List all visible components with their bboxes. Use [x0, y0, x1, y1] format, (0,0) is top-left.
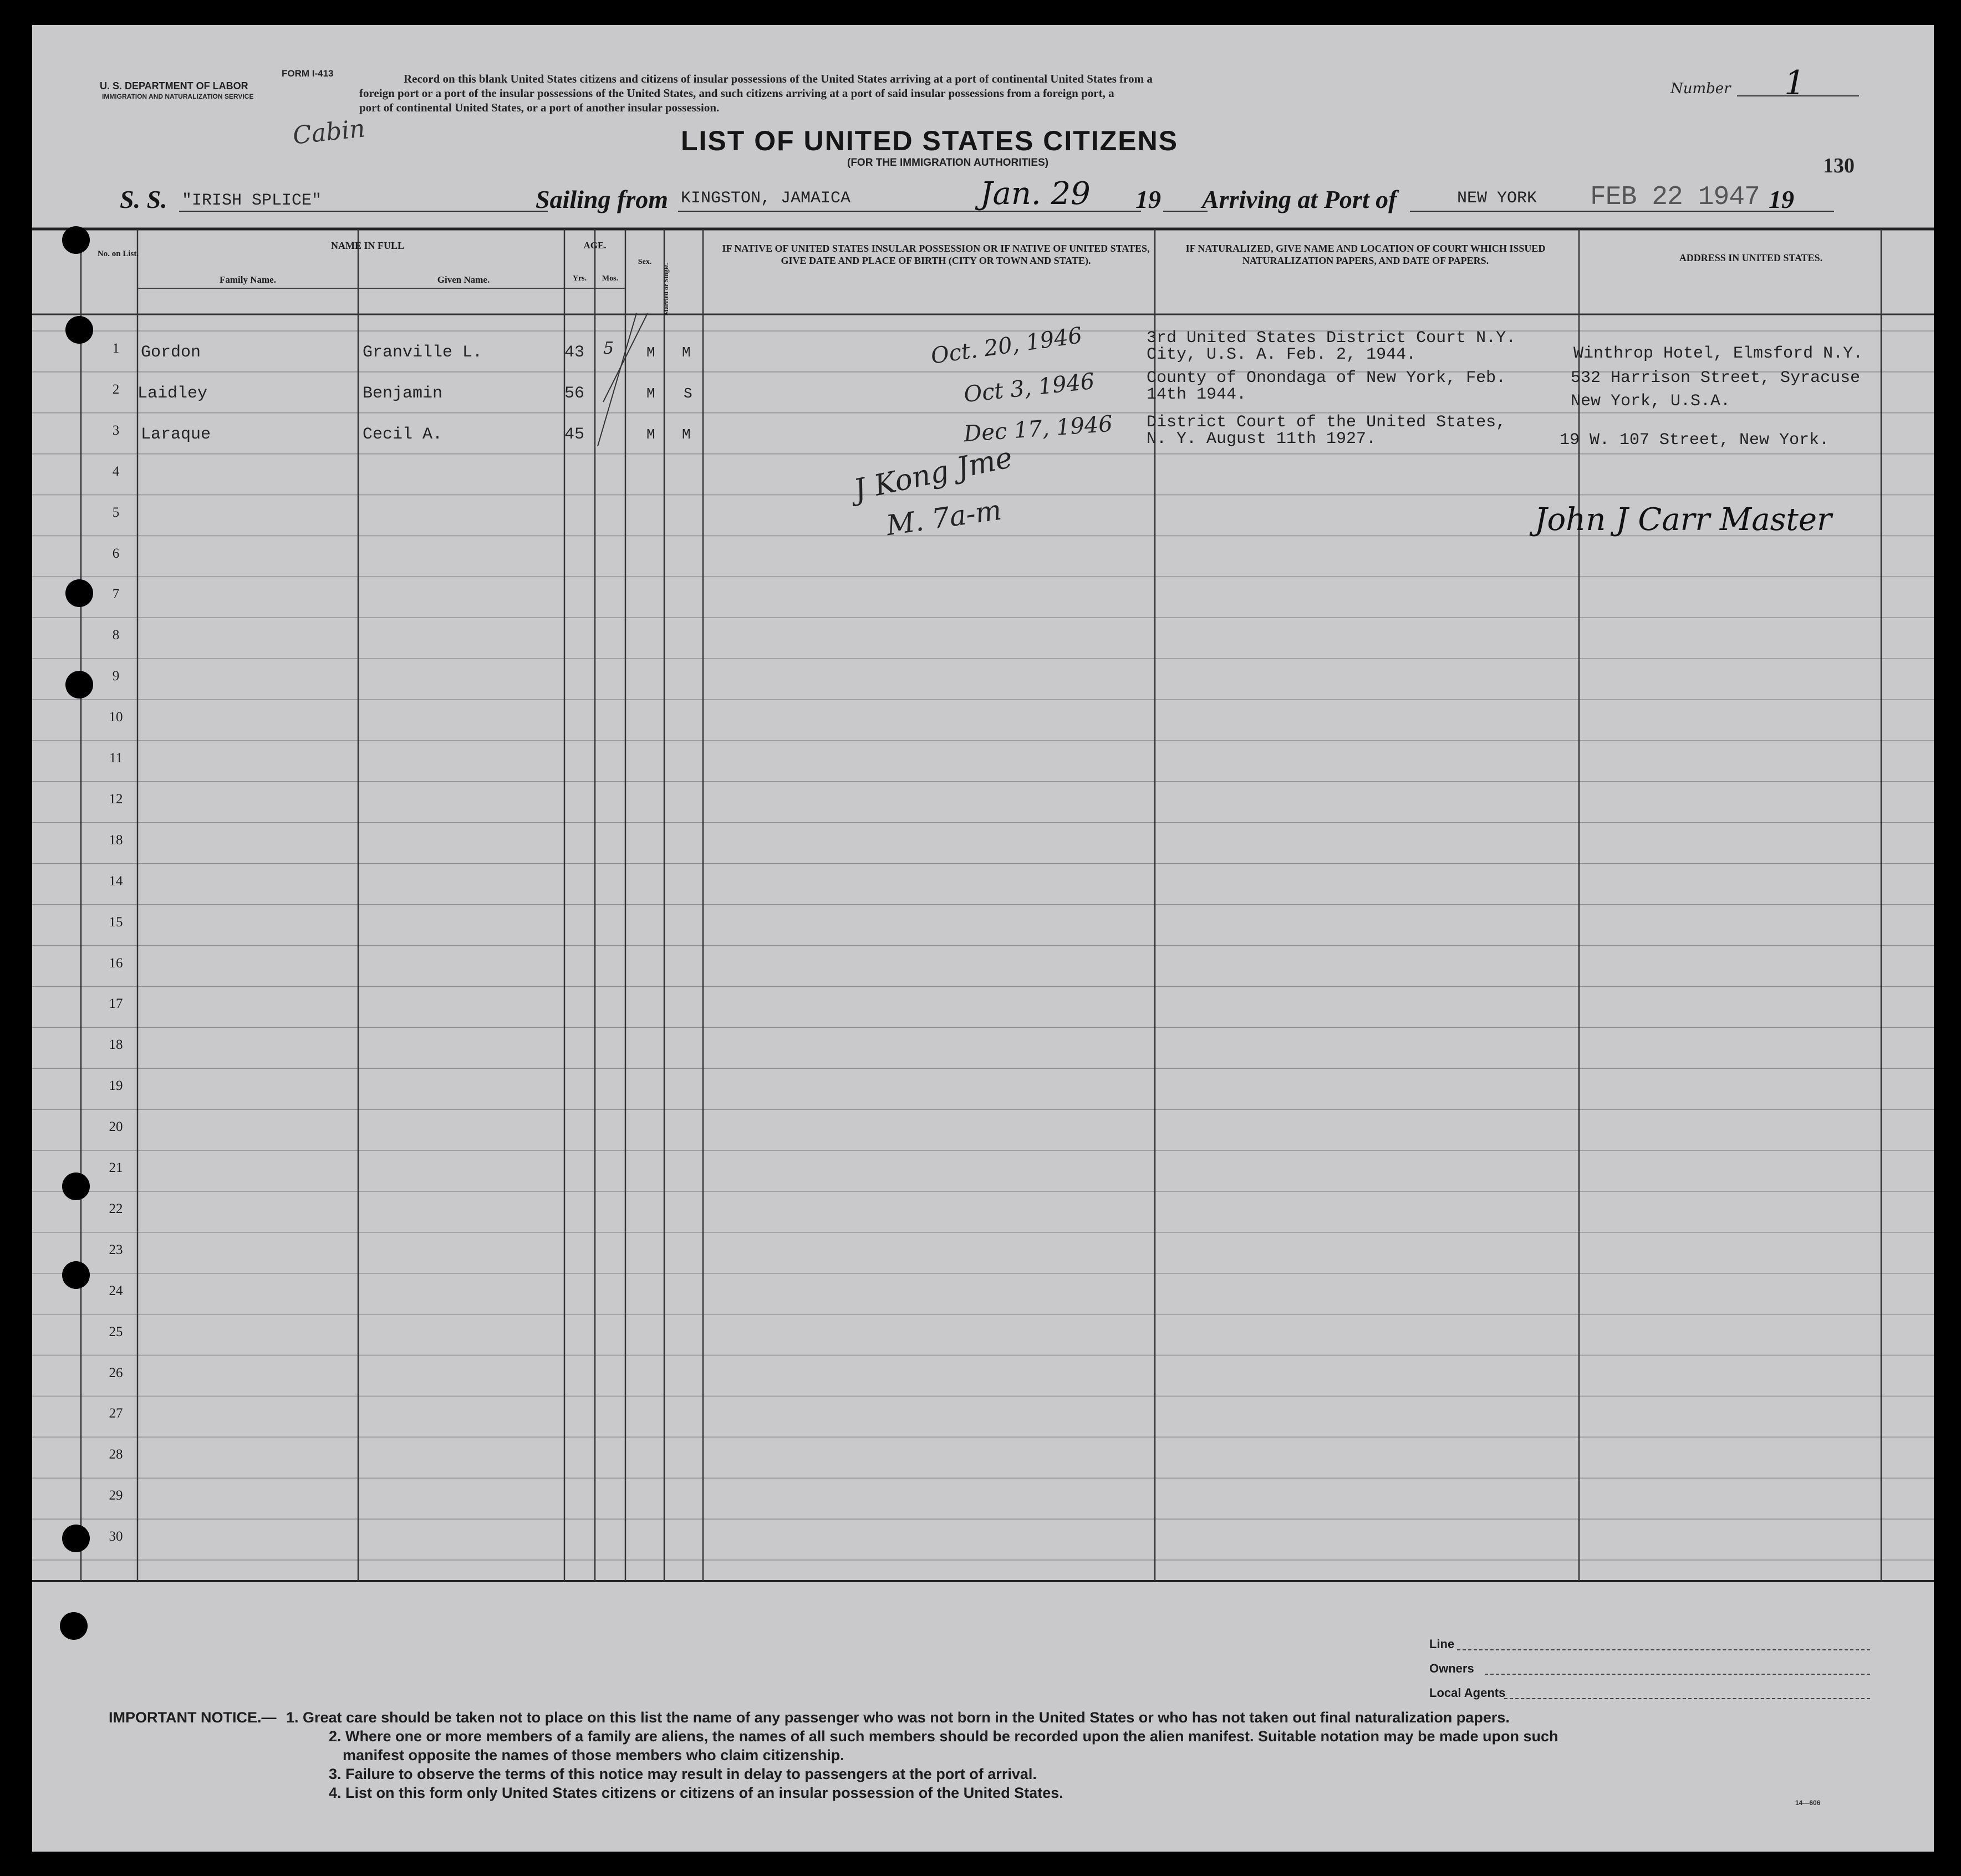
row-number: 12: [109, 791, 123, 807]
row-number: 28: [109, 1447, 123, 1462]
instructions-line-3: port of continental United States, or a port of another insular possession.: [359, 101, 720, 114]
local-agents-label: Local Agents: [1429, 1686, 1506, 1700]
row-number: 18: [109, 832, 123, 848]
notice-item-1: 1. Great care should be taken not to place on this list the name of any passenger who was not born in the United States or who has not taken out final naturalization papers.: [286, 1709, 1510, 1726]
master-signature: John J Carr Master: [1535, 502, 1832, 538]
instructions-line-1: Record on this blank United States citizens and citizens of insular possessions of the United States arriving at a port of continental United States from a: [404, 72, 1153, 85]
page-number: 130: [1823, 154, 1855, 177]
notice-heading: IMPORTANT NOTICE.—: [109, 1709, 277, 1726]
inspector-initials: J Kong Jme: [850, 441, 1016, 507]
sailing-date: Jan. 29: [980, 176, 1091, 212]
arrival-year-prefix: 19: [1769, 185, 1794, 213]
row-number: 16: [109, 955, 123, 971]
arriving-port: NEW YORK: [1457, 189, 1537, 208]
row-number: 15: [109, 914, 123, 930]
print-code: 14—606: [1795, 1799, 1821, 1807]
passenger-3-yrs: 45: [564, 425, 585, 444]
passenger-1-mos: 5: [603, 339, 614, 358]
passenger-1-marital: M: [682, 344, 691, 361]
row-number: 22: [109, 1201, 123, 1216]
instructions-line-2: foreign port or a port of the insular possessions of the United States, and such citizens arriving at a port of said insular possessions from a foreign port, a: [359, 86, 1114, 100]
row-number: 29: [109, 1488, 123, 1503]
row-number: 25: [109, 1324, 123, 1339]
manifest-table-grid: [32, 25, 1934, 1852]
department-label: U. S. DEPARTMENT OF LABOR: [100, 80, 248, 91]
passenger-1-court-line-1: 3rd United States District Court N.Y.: [1147, 329, 1516, 348]
passenger-1-yrs: 43: [564, 343, 585, 362]
binder-hole: [62, 1172, 90, 1200]
row-number: 8: [112, 628, 120, 643]
binder-hole: [65, 579, 93, 607]
passenger-2-address-line-1: 532 Harrison Street, Syracuse: [1571, 369, 1861, 388]
page-subtitle: (FOR THE IMMIGRATION AUTHORITIES): [847, 157, 1049, 169]
row-number: 6: [112, 546, 120, 561]
header-given-name: Given Name.: [437, 274, 490, 285]
header-name-in-full: NAME IN FULL: [330, 240, 404, 251]
header-no-on-list: No. on List.: [97, 249, 139, 258]
manifest-sheet: [32, 25, 1934, 1852]
sailing-from: KINGSTON, JAMAICA: [681, 189, 851, 208]
sailing-label: Sailing from: [536, 185, 669, 213]
passenger-3-birth-note: Dec 17, 1946: [962, 411, 1114, 447]
passenger-3-marital: M: [682, 426, 691, 443]
row-number: 24: [109, 1283, 123, 1298]
row-number: 5: [112, 504, 120, 520]
passenger-2-given: Benjamin: [363, 384, 443, 403]
binder-hole: [62, 1525, 90, 1552]
binder-hole: [62, 226, 90, 254]
passenger-3-family: Laraque: [141, 425, 211, 444]
row-number: 20: [109, 1119, 123, 1135]
passenger-3-address: 19 W. 107 Street, New York.: [1560, 431, 1830, 450]
header-family-name: Family Name.: [220, 274, 276, 285]
passenger-1-sex: M: [646, 344, 655, 361]
page-title: LIST OF UNITED STATES CITIZENS: [681, 125, 1179, 156]
sailing-year-prefix: 19: [1135, 185, 1161, 213]
row-number: 23: [109, 1242, 123, 1257]
passenger-2-address-line-2: New York, U.S.A.: [1571, 392, 1731, 411]
number-value: 1: [1784, 64, 1806, 103]
binder-hole: [60, 1612, 88, 1640]
notice-item-4: 4. List on this form only United States citizens or citizens of an insular possession of the United States.: [329, 1785, 1063, 1801]
notice-item-2: 2. Where one or more members of a family are aliens, the names of all such members should be recorded upon the alien manifest. Suitable notation may be made upon such: [329, 1728, 1558, 1745]
service-label: IMMIGRATION AND NATURALIZATION SERVICE: [102, 93, 254, 100]
row-number: 9: [112, 669, 120, 684]
header-age-mos: Mos.: [602, 274, 619, 283]
passenger-2-yrs: 56: [564, 384, 585, 403]
row-number: 4: [112, 463, 120, 479]
binder-hole: [65, 316, 93, 344]
passenger-2-sex: M: [646, 385, 655, 402]
passenger-2-court-line-2: 14th 1944.: [1147, 385, 1247, 404]
header-sex: Sex.: [638, 258, 652, 266]
row-number: 30: [109, 1529, 123, 1544]
row-number: 17: [109, 996, 123, 1012]
passenger-2-birth-note: Oct 3, 1946: [962, 368, 1096, 408]
passenger-2-marital: S: [684, 385, 692, 402]
header-birth-info: IF NATIVE OF UNITED STATES INSULAR POSSESSION OR IF NATIVE OF UNITED STATES, GIVE DATE AND PLACE OF BIRTH (CITY OR TOWN AND STATE).: [722, 243, 1150, 266]
arriving-label: Arriving at Port of: [1202, 185, 1397, 213]
header-married-single: Married or Single.: [662, 263, 670, 316]
header-age: AGE.: [583, 240, 607, 251]
row-number: 7: [112, 587, 120, 602]
binder-hole: [62, 1261, 90, 1289]
agents-underline: [1504, 1698, 1870, 1699]
arrival-date-stamp: FEB 22 1947: [1590, 182, 1760, 212]
row-number: 10: [109, 710, 123, 725]
row-number: 21: [109, 1160, 123, 1175]
passenger-3-given: Cecil A.: [363, 425, 443, 444]
binder-hole: [65, 671, 93, 699]
passenger-2-court-line-1: County of Onondaga of New York, Feb.: [1147, 369, 1506, 388]
row-number: 14: [109, 873, 123, 889]
notice-item-3: 3. Failure to observe the terms of this notice may result in delay to passengers at the port of arrival.: [329, 1766, 1037, 1782]
ship-name: "IRISH SPLICE": [182, 191, 322, 210]
passenger-3-court-line-1: District Court of the United States,: [1147, 413, 1506, 432]
row-number: 27: [109, 1406, 123, 1421]
header-naturalization: IF NATURALIZED, GIVE NAME AND LOCATION OF COURT WHICH ISSUED NATURALIZATION PAPERS, AND DATE OF PAPERS.: [1185, 243, 1546, 266]
passenger-3-court-line-2: N. Y. August 11th 1927.: [1147, 430, 1377, 448]
ss-label: S. S.: [120, 185, 167, 213]
passenger-1-family: Gordon: [141, 343, 201, 362]
passenger-1-address: Winthrop Hotel, Elmsford N.Y.: [1573, 344, 1863, 363]
passenger-1-birth-note: Oct. 20, 1946: [929, 323, 1084, 369]
passenger-1-court-line-2: City, U.S. A. Feb. 2, 1944.: [1147, 345, 1417, 364]
row-number: 18: [109, 1037, 123, 1053]
ditto-stroke: [598, 313, 636, 446]
row-number: 19: [109, 1078, 123, 1094]
inspector-note: M. 7a-m: [884, 493, 1004, 542]
row-number: 1: [112, 341, 120, 356]
passenger-3-sex: M: [646, 426, 655, 443]
passenger-1-given: Granville L.: [363, 343, 483, 362]
header-address: ADDRESS IN UNITED STATES.: [1679, 252, 1823, 263]
form-number: FORM I-413: [282, 68, 334, 79]
number-label: Number: [1670, 80, 1731, 97]
notice-item-2-continued: manifest opposite the names of those members who claim citizenship.: [343, 1747, 844, 1763]
header-age-yrs: Yrs.: [572, 274, 587, 283]
class-note: Cabin: [291, 114, 366, 150]
owners-label: Owners: [1429, 1661, 1474, 1675]
owners-underline: [1485, 1674, 1870, 1675]
line-underline: [1457, 1649, 1870, 1650]
row-number: 2: [112, 381, 120, 397]
line-label: Line: [1429, 1637, 1455, 1651]
passenger-2-family: Laidley: [137, 384, 208, 403]
row-number: 26: [109, 1365, 123, 1380]
row-number: 3: [112, 422, 120, 438]
row-number: 11: [109, 751, 123, 766]
